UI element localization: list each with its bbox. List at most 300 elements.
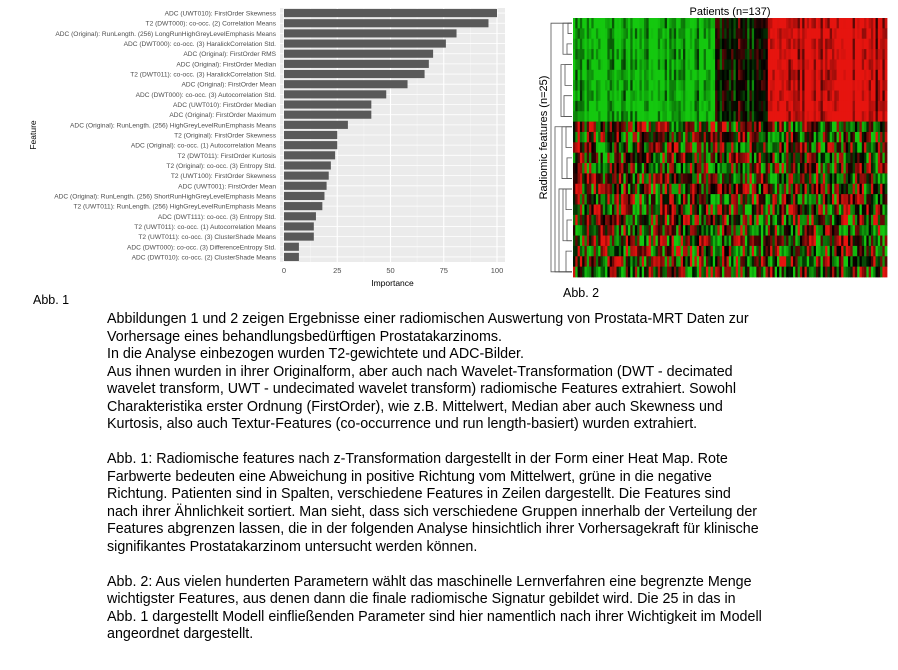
heatmap-cell (736, 132, 739, 143)
heatmap-cell (612, 39, 615, 50)
heatmap-cell (802, 204, 805, 215)
heatmap-cell (786, 18, 789, 29)
heatmap-cell (685, 184, 688, 195)
heatmap-cell (676, 142, 679, 153)
heatmap-cell (816, 111, 819, 122)
heatmap-cell (853, 70, 856, 81)
heatmap-cell (811, 215, 814, 226)
heatmap-cell (878, 225, 881, 236)
heatmap-cell (594, 267, 597, 278)
heatmap-cell (825, 142, 828, 153)
heatmap-cell (763, 163, 766, 174)
heatmap-cell (782, 142, 785, 153)
heatmap-cell (791, 70, 794, 81)
heatmap-cell (754, 122, 757, 133)
heatmap-cell (665, 111, 668, 122)
y-tick-label: ADC (UWT010): FirstOrder Median (173, 102, 276, 110)
heatmap-cell (731, 59, 734, 70)
heatmap-cell (777, 225, 780, 236)
heatmap-cell (795, 132, 798, 143)
heatmap-cell (740, 267, 743, 278)
heatmap-cell (869, 142, 872, 153)
heatmap-cell (717, 80, 720, 91)
heatmap-cell (743, 18, 746, 29)
heatmap-cell (646, 122, 649, 133)
heatmap-cell (804, 267, 807, 278)
heatmap-cell (727, 70, 730, 81)
heatmap-cell (635, 163, 638, 174)
radiomics-heatmap (535, 2, 895, 302)
heatmap-cell (832, 153, 835, 164)
heatmap-cell (683, 173, 686, 184)
heatmap-cell (786, 122, 789, 133)
heatmap-cell (878, 236, 881, 247)
heatmap-cell (855, 215, 858, 226)
heatmap-cell (804, 236, 807, 247)
y-tick-label: ADC (Original): RunLength. (256) ShortRunHighGreyLevelEmphasis Means (54, 193, 276, 201)
heatmap-cell (701, 173, 704, 184)
heatmap-cell (821, 246, 824, 257)
heatmap-cell (662, 91, 665, 102)
heatmap-cell (642, 70, 645, 81)
heatmap-cell (814, 111, 817, 122)
heatmap-cell (722, 80, 725, 91)
heatmap-cell (644, 163, 647, 174)
heatmap-cell (793, 215, 796, 226)
heatmap-cell (672, 246, 675, 257)
heatmap-cell (763, 225, 766, 236)
heatmap-cell (841, 18, 844, 29)
heatmap-cell (623, 39, 626, 50)
heatmap-cell (802, 236, 805, 247)
heatmap-cell (665, 215, 668, 226)
heatmap-cell (729, 132, 732, 143)
heatmap-cell (713, 101, 716, 112)
heatmap-cell (662, 163, 665, 174)
heatmap-cell (596, 215, 599, 226)
heatmap-cell (857, 163, 860, 174)
heatmap-cell (708, 28, 711, 39)
heatmap-cell (646, 225, 649, 236)
bar (284, 202, 322, 210)
heatmap-cell (637, 246, 640, 257)
heatmap-cell (617, 80, 620, 91)
heatmap-cell (649, 18, 652, 29)
heatmap-cell (770, 153, 773, 164)
heatmap-cell (839, 204, 842, 215)
heatmap-cell (596, 204, 599, 215)
heatmap-cell (745, 142, 748, 153)
heatmap-cell (752, 91, 755, 102)
heatmap-cell (678, 39, 681, 50)
heatmap-cell (779, 70, 782, 81)
heatmap-cell (662, 256, 665, 267)
heatmap-cell (848, 204, 851, 215)
heatmap-cell (830, 184, 833, 195)
heatmap-cell (841, 153, 844, 164)
heatmap-cell (821, 267, 824, 278)
heatmap-cell (809, 39, 812, 50)
heatmap-cell (672, 59, 675, 70)
x-tick-label: 100 (490, 266, 504, 275)
heatmap-cell (658, 173, 661, 184)
heatmap-cell (660, 18, 663, 29)
heatmap-cell (749, 49, 752, 60)
heatmap-cell (740, 28, 743, 39)
heatmap-cell (621, 256, 624, 267)
heatmap-cell (681, 153, 684, 164)
heatmap-cell (653, 225, 656, 236)
heatmap-cell (761, 204, 764, 215)
heatmap-cell (827, 215, 830, 226)
heatmap-cell (834, 122, 837, 133)
heatmap-cell (798, 111, 801, 122)
heatmap-cell (688, 80, 691, 91)
heatmap-cell (720, 173, 723, 184)
heatmap-cell (708, 236, 711, 247)
heatmap-cell (763, 70, 766, 81)
heatmap-cell (857, 256, 860, 267)
heatmap-cell (637, 225, 640, 236)
heatmap-cell (869, 80, 872, 91)
heatmap-cell (814, 39, 817, 50)
heatmap-cell (832, 267, 835, 278)
heatmap-cell (885, 59, 888, 70)
heatmap-cell (736, 18, 739, 29)
heatmap-cell (676, 91, 679, 102)
heatmap-cell (610, 132, 613, 143)
heatmap-cell (649, 111, 652, 122)
heatmap-cell (766, 246, 769, 257)
heatmap-cell (681, 215, 684, 226)
heatmap-cell (738, 236, 741, 247)
heatmap-cell (827, 184, 830, 195)
heatmap-cell (859, 267, 862, 278)
heatmap-cell (866, 184, 869, 195)
heatmap-cell (672, 225, 675, 236)
heatmap-cell (651, 225, 654, 236)
heatmap-cell (759, 91, 762, 102)
heatmap-cell (704, 153, 707, 164)
heatmap-cell (621, 18, 624, 29)
heatmap-cell (745, 59, 748, 70)
heatmap-cell (827, 236, 830, 247)
heatmap-cell (683, 142, 686, 153)
heatmap-cell (864, 49, 867, 60)
heatmap-cell (752, 194, 755, 205)
heatmap-cell (626, 194, 629, 205)
heatmap-cell (830, 225, 833, 236)
intro-line: Abbildungen 1 und 2 zeigen Ergebnisse einer radiomischen Auswertung von Prostata-MRT Daten zur (107, 311, 749, 327)
heatmap-cell (656, 59, 659, 70)
heatmap-cell (859, 111, 862, 122)
heatmap-cell (793, 70, 796, 81)
heatmap-cell (665, 194, 668, 205)
heatmap-cell (834, 215, 837, 226)
heatmap-cell (676, 246, 679, 257)
heatmap-cell (855, 246, 858, 257)
heatmap-cell (711, 153, 714, 164)
heatmap-cell (635, 101, 638, 112)
heatmap-cell (578, 173, 581, 184)
heatmap-cell (639, 153, 642, 164)
heatmap-cell (876, 204, 879, 215)
heatmap-cell (587, 28, 590, 39)
heatmap-cell (857, 49, 860, 60)
heatmap-cell (575, 49, 578, 60)
heatmap-cell (825, 215, 828, 226)
heatmap-cell (688, 28, 691, 39)
heatmap-cell (802, 215, 805, 226)
heatmap-cell (575, 173, 578, 184)
dendrogram-branch (559, 189, 572, 272)
heatmap-cell (862, 59, 865, 70)
heatmap-cell (667, 215, 670, 226)
heatmap-cell (832, 111, 835, 122)
heatmap-cell (798, 101, 801, 112)
heatmap-cell (582, 70, 585, 81)
heatmap-cell (626, 153, 629, 164)
heatmap-cell (756, 49, 759, 60)
heatmap-cell (763, 142, 766, 153)
heatmap-cell (605, 204, 608, 215)
heatmap-cell (859, 194, 862, 205)
heatmap-cell (882, 122, 885, 133)
heatmap-cell (605, 153, 608, 164)
heatmap-cell (827, 101, 830, 112)
heatmap-cell (706, 49, 709, 60)
heatmap-cell (589, 173, 592, 184)
heatmap-cell (708, 163, 711, 174)
heatmap-cell (722, 122, 725, 133)
heatmap-cell (573, 267, 576, 278)
heatmap-cell (626, 80, 629, 91)
heatmap-cell (660, 28, 663, 39)
heatmap-cell (681, 204, 684, 215)
heatmap-cell (630, 111, 633, 122)
heatmap-cell (720, 163, 723, 174)
heatmap-cell (793, 28, 796, 39)
heatmap-cell (756, 225, 759, 236)
figure2-caption: Abb. 2 (563, 286, 600, 300)
heatmap-cell (713, 184, 716, 195)
heatmap-title: Patients (n=137) (689, 6, 771, 18)
heatmap-cell (885, 236, 888, 247)
heatmap-cell (598, 173, 601, 184)
heatmap-cell (603, 236, 606, 247)
heatmap-cell (642, 111, 645, 122)
heatmap-cell (711, 28, 714, 39)
heatmap-cell (653, 91, 656, 102)
heatmap-cell (630, 59, 633, 70)
heatmap-cell (866, 236, 869, 247)
bar (284, 121, 348, 129)
heatmap-cell (802, 163, 805, 174)
heatmap-cell (617, 70, 620, 81)
heatmap-cell (804, 246, 807, 257)
heatmap-cell (827, 80, 830, 91)
heatmap-cell (754, 184, 757, 195)
heatmap-cell (832, 204, 835, 215)
heatmap-cell (706, 256, 709, 267)
heatmap-cell (683, 59, 686, 70)
heatmap-cell (651, 204, 654, 215)
heatmap-cell (685, 194, 688, 205)
heatmap-cell (697, 101, 700, 112)
heatmap-cell (788, 70, 791, 81)
heatmap-cell (843, 70, 846, 81)
heatmap-cell (857, 142, 860, 153)
heatmap-cell (660, 246, 663, 257)
heatmap-cell (777, 18, 780, 29)
heatmap-cell (766, 91, 769, 102)
heatmap-cell (628, 49, 631, 60)
heatmap-cell (777, 91, 780, 102)
heatmap-cell (809, 246, 812, 257)
heatmap-cell (610, 49, 613, 60)
heatmap-cell (722, 204, 725, 215)
heatmap-cell (706, 70, 709, 81)
heatmap-cell (770, 39, 773, 50)
heatmap-cell (685, 225, 688, 236)
heatmap-cell (733, 194, 736, 205)
heatmap-cell (722, 267, 725, 278)
heatmap-cell (630, 91, 633, 102)
heatmap-cell (848, 163, 851, 174)
heatmap-cell (839, 111, 842, 122)
heatmap-cell (873, 246, 876, 257)
heatmap-cell (626, 142, 629, 153)
heatmap-cell (740, 70, 743, 81)
heatmap-cell (596, 163, 599, 174)
heatmap-cell (816, 256, 819, 267)
bar (284, 222, 314, 230)
heatmap-cell (818, 215, 821, 226)
heatmap-cell (850, 236, 853, 247)
heatmap-cell (722, 70, 725, 81)
heatmap-cell (878, 163, 881, 174)
heatmap-cell (827, 173, 830, 184)
heatmap-cell (786, 49, 789, 60)
heatmap-cell (766, 194, 769, 205)
heatmap-cell (733, 132, 736, 143)
heatmap-cell (791, 153, 794, 164)
heatmap-cell (825, 39, 828, 50)
heatmap-cell (791, 246, 794, 257)
heatmap-cell (802, 70, 805, 81)
heatmap-cell (793, 59, 796, 70)
heatmap-cell (628, 39, 631, 50)
heatmap-cell (848, 225, 851, 236)
heatmap-cell (784, 49, 787, 60)
heatmap-cell (644, 80, 647, 91)
heatmap-cell (791, 267, 794, 278)
heatmap-cell (825, 18, 828, 29)
heatmap-cell (763, 18, 766, 29)
heatmap-cell (825, 111, 828, 122)
heatmap-cell (658, 236, 661, 247)
heatmap-cell (697, 215, 700, 226)
heatmap-cell (653, 59, 656, 70)
heatmap-cell (630, 39, 633, 50)
heatmap-cell (662, 101, 665, 112)
heatmap-cell (656, 70, 659, 81)
heatmap-cell (667, 153, 670, 164)
heatmap-cell (759, 194, 762, 205)
heatmap-cell (683, 101, 686, 112)
heatmap-cell (601, 256, 604, 267)
heatmap-cell (736, 236, 739, 247)
heatmap-cell (667, 184, 670, 195)
heatmap-cell (694, 70, 697, 81)
heatmap-cell (729, 91, 732, 102)
heatmap-cell (644, 91, 647, 102)
heatmap-cell (814, 246, 817, 257)
heatmap-cell (846, 236, 849, 247)
heatmap-cell (788, 153, 791, 164)
heatmap-cell (722, 142, 725, 153)
heatmap-cell (754, 101, 757, 112)
heatmap-cell (786, 132, 789, 143)
heatmap-cell (637, 153, 640, 164)
heatmap-cell (715, 122, 718, 133)
heatmap-cell (722, 18, 725, 29)
heatmap-cell (754, 204, 757, 215)
heatmap-cell (779, 59, 782, 70)
bar (284, 253, 299, 261)
heatmap-cell (688, 153, 691, 164)
heatmap-cell (809, 70, 812, 81)
heatmap-cell (763, 184, 766, 195)
heatmap-cell (814, 256, 817, 267)
heatmap-cell (701, 225, 704, 236)
heatmap-cell (779, 49, 782, 60)
heatmap-cell (578, 153, 581, 164)
heatmap-cell (882, 256, 885, 267)
heatmap-cell (694, 122, 697, 133)
heatmap-cell (811, 267, 814, 278)
heatmap-cell (701, 204, 704, 215)
heatmap-cell (649, 91, 652, 102)
heatmap-cell (669, 91, 672, 102)
heatmap-cell (649, 163, 652, 174)
heatmap-cell (708, 184, 711, 195)
heatmap-cell (823, 80, 826, 91)
heatmap-cell (601, 39, 604, 50)
heatmap-cell (832, 59, 835, 70)
heatmap-cell (809, 49, 812, 60)
heatmap-cell (669, 80, 672, 91)
heatmap-cell (628, 256, 631, 267)
heatmap-cell (839, 39, 842, 50)
heatmap-cell (591, 28, 594, 39)
heatmap-cell (706, 204, 709, 215)
heatmap-cell (621, 39, 624, 50)
heatmap-cell (837, 142, 840, 153)
heatmap-cell (754, 153, 757, 164)
heatmap-cell (882, 91, 885, 102)
heatmap-cell (736, 267, 739, 278)
heatmap-cell (873, 28, 876, 39)
heatmap-cell (862, 173, 865, 184)
heatmap-cell (633, 142, 636, 153)
heatmap-cell (807, 184, 810, 195)
heatmap-cell (578, 28, 581, 39)
heatmap-cell (859, 204, 862, 215)
heatmap-cell (580, 184, 583, 195)
heatmap-cell (584, 111, 587, 122)
heatmap-cell (747, 80, 750, 91)
